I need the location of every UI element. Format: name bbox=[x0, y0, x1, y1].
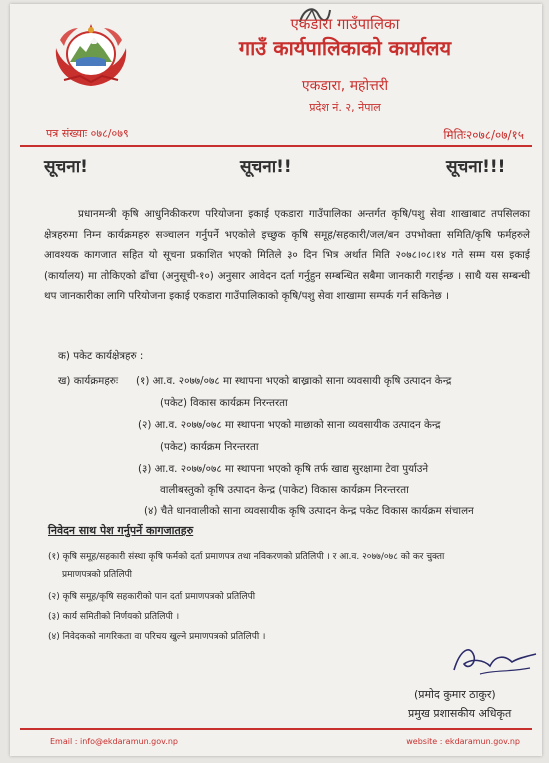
program-1-line1: (१) आ.व. २०७७/०७८ मा स्थापना भएको बाख्राको साना व्यवसायी कृषि उत्पादन केन्द्र bbox=[136, 375, 452, 387]
letter-date: मितिः२०७८/०७/१५ bbox=[443, 128, 524, 142]
notice-heading-middle: सूचना!! bbox=[240, 157, 292, 177]
program-4-line1: (४) चैते धानवालीको साना व्यवसायीक कृषि उत्पादन केन्द्र पकेट विकास कार्यक्रम संचालन bbox=[144, 505, 474, 517]
notice-paragraph: प्रधानमन्त्री कृषि आधुनिकीकरण परियोजना इकाई एकडारा गाउँपालिका अन्तर्गत कृषि/पशु सेवा शाखाबाट तपसिलका क्षेत्रहरुमा निम्न कार्यक्रमहरु सञ्चालन गर्नुपर्ने भएकोले इच्छुक कृषि समूह/सहकारी/जल/बन उपभोक्ता समिति/कृषि फर्महरुले आवश्यक कागजात सहित यो सूचना प्रकाशित भएको मितिले ३० दिन भित्र अर्थात मिति २०७८।०८।१४ गते सम्म यस इकाई (कार्यालय) मा तोकिएको ढाँचा (अनुसूची-१०) अनुसार आवेदन दर्ता गर्नुहुन सम्बन्धित सबैमा जानकारी गराईन्छ । साथै यस सम्बन्धी थप जानकारीका लागि परियोजना इकाई एकडारा गाउँपालिकाको कृषि/पशु सेवा शाखामा सम्पर्क गर्न सकिनेछ । bbox=[44, 208, 530, 302]
footer-website: website : ekdaramun.gov.np bbox=[406, 737, 520, 746]
document-item-2: (२) कृषि समूह/कृषि सहकारीको पान दर्ता प्रमाणपत्रको प्रतिलिपी bbox=[48, 592, 256, 602]
signatory-title: प्रमुख प्रशासकीय अधिकृत bbox=[408, 707, 512, 720]
municipality-name: एकडारा गाउँपालिका bbox=[290, 15, 400, 33]
letter-page bbox=[10, 4, 542, 756]
office-name: गाउँ कार्यपालिकाको कार्यालय bbox=[238, 36, 452, 60]
nepal-emblem-icon bbox=[50, 20, 132, 90]
notice-heading-right: सूचना!!! bbox=[446, 157, 506, 177]
document-item-1: (१) कृषि समूह/सहकारी संस्था कृषि फर्मको दर्ता प्रमाणपत्र तथा नविकरणको प्रतिलिपी । र आ.व. २०७७/०७८ को कर चुक्ता bbox=[48, 552, 445, 562]
document-item-3: (३) कार्य समितीको निर्णयको प्रतिलिपी । bbox=[48, 612, 180, 622]
header-divider bbox=[20, 145, 532, 147]
notice-heading-left: सूचना! bbox=[44, 157, 88, 177]
program-3-line1: (३) आ.व. २०७७/०७८ मा स्थापना भएको कृषि तर्फ खाद्य सुरक्षामा टेवा पुर्याउने bbox=[138, 463, 429, 475]
footer-email: Email : info@ekdaramun.gov.np bbox=[50, 737, 178, 746]
pocket-areas-label: क) पकेट कार्यक्षेत्रहरु : bbox=[58, 350, 144, 362]
program-1-line2: (पकेट) विकास कार्यक्रम निरन्तरता bbox=[160, 397, 288, 409]
office-location: एकडारा, महोत्तरी bbox=[301, 78, 389, 94]
programs-label: ख) कार्यक्रमहरुः bbox=[58, 375, 119, 387]
document-item-1-cont: प्रमाणपत्रको प्रतिलिपी bbox=[62, 570, 132, 580]
handwritten-signature-icon bbox=[450, 640, 540, 680]
program-2-line1: (२) आ.व. २०७७/०७८ मा स्थापना भएको माछाको साना व्यवसायीक उत्पादन केन्द्र bbox=[138, 419, 441, 431]
documents-heading: निवेदन साथ पेश गर्नुपर्ने कागजातहरु bbox=[48, 524, 194, 537]
reference-number: पत्र संख्याः ०७८/०७९ bbox=[46, 127, 129, 140]
program-2-line2: (पकेट) कार्यक्रम निरन्तरता bbox=[160, 441, 259, 453]
footer-divider bbox=[20, 728, 532, 730]
document-item-4: (४) निवेदकको नागरिकता वा परिचय खुल्ने प्रमाणपत्रको प्रतिलिपी । bbox=[48, 632, 266, 642]
signatory-name: (प्रमोद कुमार ठाकुर) bbox=[414, 688, 496, 701]
province-line: प्रदेश नं. २, नेपाल bbox=[309, 101, 381, 114]
program-3-line2: वालीबस्तुको कृषि उत्पादन केन्द्र (पाकेट) विकास कार्यक्रम निरन्तरता bbox=[160, 484, 409, 496]
